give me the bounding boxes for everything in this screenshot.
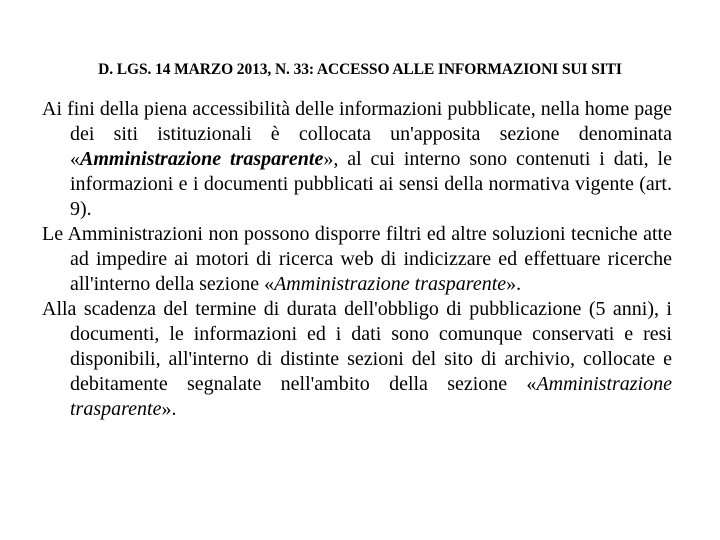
- paragraph-text: Le Amministrazioni non possono disporre filtri ed altre soluzioni tecniche atte ad impedire ai motori di ricerca web di indicizzare ed effettuare ricerche all'interno della sezione «: [42, 223, 672, 295]
- paragraph-text: ».: [161, 398, 177, 420]
- slide-title: D. LGS. 14 MARZO 2013, N. 33: ACCESSO ALLE INFORMAZIONI SUI SITI: [98, 61, 622, 78]
- paragraph-no-filters: [42, 222, 672, 297]
- paragraph-text: Ai fini della piena accessibilità delle informazioni pubblicate, nella home page dei siti istituzionali è collocata un'apposita sezione denominata «: [42, 98, 672, 170]
- section-name-emphasis: Amministrazione trasparente: [70, 373, 672, 420]
- section-name-emphasis: Amministrazione trasparente: [274, 273, 507, 295]
- paragraph-homepage-section: [42, 97, 672, 222]
- paragraph-text: », al cui interno sono contenuti i dati, le informazioni e i documenti pubblicati ai sensi della normativa vigente (art. 9).: [70, 148, 672, 220]
- paragraph-archive: [42, 297, 672, 422]
- section-name-emphasis: Amministrazione trasparente: [80, 148, 324, 170]
- paragraph-text: ».: [506, 273, 522, 295]
- paragraph-text: Alla scadenza del termine di durata dell'obbligo di pubblicazione (5 anni), i documenti, le informazioni ed i dati sono comunque conservati e resi disponibili, all'interno di distinte sezioni del sito di archivio, collocate e debitamente segnalate nell'ambito della sezione «: [42, 298, 672, 395]
- body-text: [42, 97, 672, 422]
